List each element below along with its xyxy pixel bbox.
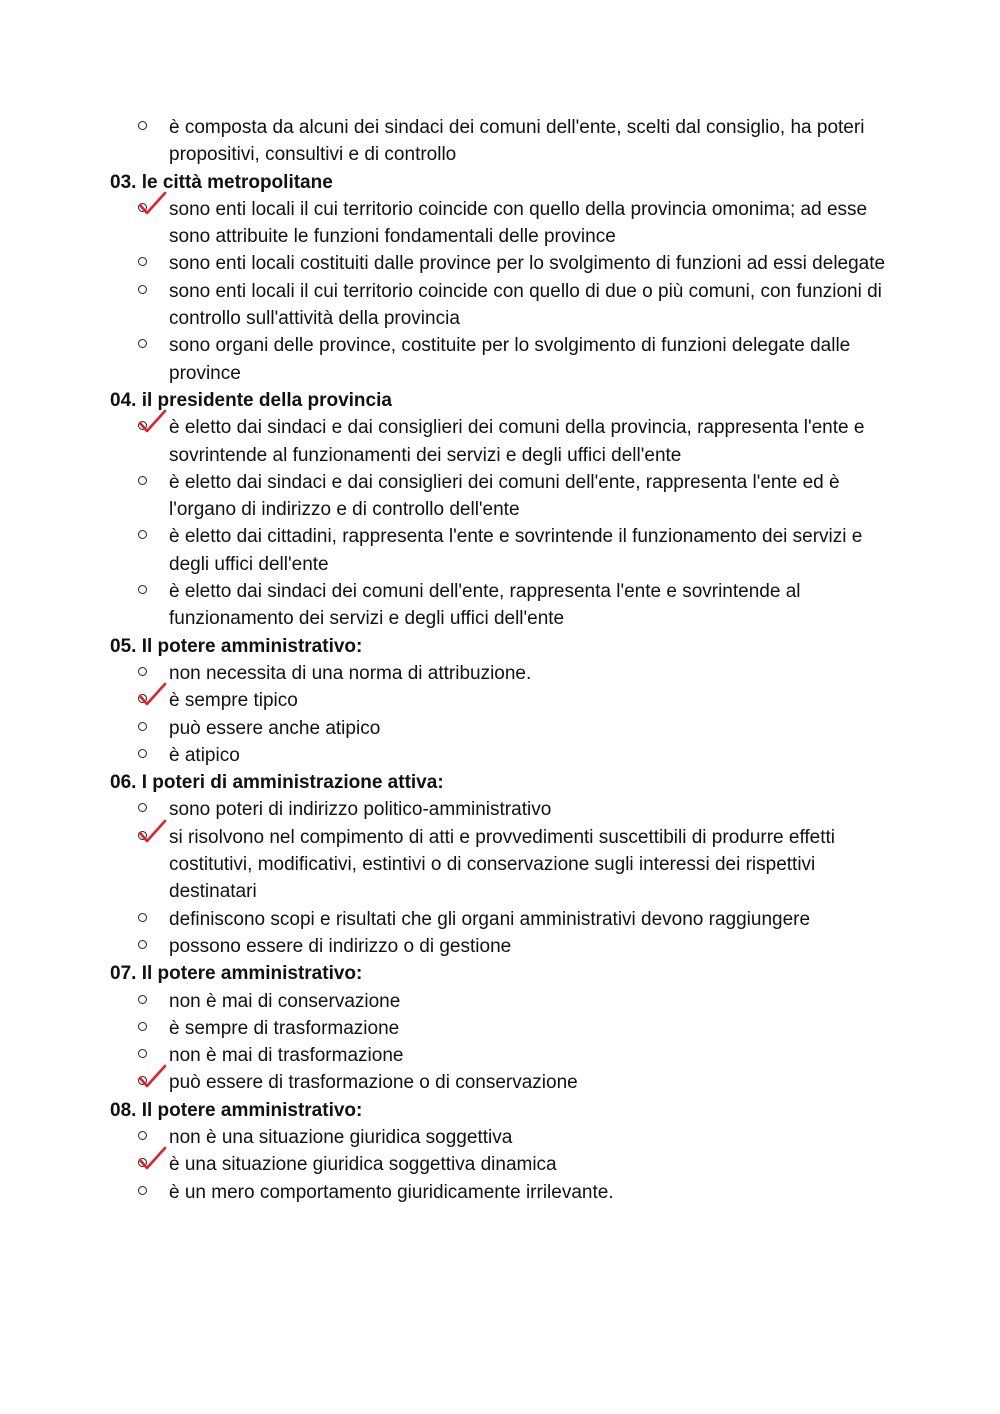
circle-bullet-icon bbox=[138, 803, 147, 812]
answer-option-correct bbox=[110, 1069, 900, 1096]
answer-text: è sempre tipico bbox=[169, 690, 298, 712]
answer-text: è sempre di trasformazione bbox=[169, 1017, 400, 1039]
answer-text: sono organi delle province, costituite per lo svolgimento di funzioni delegate dalle province bbox=[169, 335, 851, 384]
question-title: 04. il presidente della provincia bbox=[110, 389, 392, 411]
answer-text: sono enti locali il cui territorio coincide con quello di due o più comuni, con funzioni di controllo sull'attività della provincia bbox=[169, 280, 882, 330]
answer-text: non è mai di trasformazione bbox=[169, 1045, 404, 1067]
circle-bullet-icon bbox=[138, 121, 147, 130]
circle-bullet-icon bbox=[138, 1158, 147, 1167]
question-title: 08. Il potere amministrativo: bbox=[110, 1099, 363, 1121]
question-block bbox=[110, 960, 900, 1096]
answer-options bbox=[110, 988, 900, 1097]
answer-text: non è una situazione giuridica soggettiva bbox=[169, 1126, 513, 1148]
answer-text: è eletto dai sindaci e dai consiglieri dei comuni dell'ente, rappresenta l'ente ed è l'organo di indirizzo e di controllo dell'ente bbox=[169, 471, 840, 521]
circle-bullet-icon bbox=[138, 585, 147, 594]
answer-option bbox=[110, 250, 900, 277]
answer-options bbox=[110, 114, 900, 169]
question-title: 03. le città metropolitane bbox=[110, 171, 333, 193]
circle-bullet-icon bbox=[138, 1186, 147, 1195]
circle-bullet-icon bbox=[138, 722, 147, 731]
question-block bbox=[110, 1097, 900, 1206]
answer-option-correct bbox=[110, 1151, 900, 1178]
answer-text: può essere di trasformazione o di conservazione bbox=[169, 1072, 578, 1094]
circle-bullet-icon bbox=[138, 1131, 147, 1140]
answer-text: è una situazione giuridica soggettiva dinamica bbox=[169, 1154, 557, 1176]
question-block bbox=[110, 387, 900, 633]
answer-option-correct bbox=[110, 824, 900, 906]
answer-option bbox=[110, 742, 900, 769]
answer-text: è eletto dai cittadini, rappresenta l'ente e sovrintende il funzionamento dei servizi e degli uffici dell'ente bbox=[169, 526, 863, 575]
question-block bbox=[110, 169, 900, 387]
circle-bullet-icon bbox=[138, 694, 147, 703]
answer-option bbox=[110, 796, 900, 823]
answer-option bbox=[110, 1124, 900, 1151]
circle-bullet-icon bbox=[138, 1076, 147, 1085]
answer-option-correct bbox=[110, 196, 900, 251]
circle-bullet-icon bbox=[138, 831, 147, 840]
answer-options bbox=[110, 796, 900, 960]
answer-option bbox=[110, 933, 900, 960]
answer-text: sono enti locali costituiti dalle province per lo svolgimento di funzioni ad essi delegate bbox=[169, 253, 886, 275]
answer-option bbox=[110, 988, 900, 1015]
answer-option-correct bbox=[110, 687, 900, 714]
answer-option bbox=[110, 332, 900, 387]
question-title: 06. I poteri di amministrazione attiva: bbox=[110, 772, 444, 794]
question-title: 07. Il potere amministrativo: bbox=[110, 963, 363, 985]
answer-text: non è mai di conservazione bbox=[169, 990, 401, 1012]
quiz-page bbox=[110, 114, 900, 1206]
answer-option bbox=[110, 114, 900, 169]
answer-option bbox=[110, 1015, 900, 1042]
answer-text: possono essere di indirizzo o di gestione bbox=[169, 935, 512, 957]
answer-options bbox=[110, 1124, 900, 1206]
circle-bullet-icon bbox=[138, 913, 147, 922]
answer-text: non necessita di una norma di attribuzione. bbox=[169, 662, 532, 684]
answer-text: è un mero comportamento giuridicamente irrilevante. bbox=[169, 1181, 614, 1203]
answer-option bbox=[110, 1179, 900, 1206]
circle-bullet-icon bbox=[138, 1022, 147, 1031]
answer-option bbox=[110, 715, 900, 742]
answer-text: è composta da alcuni dei sindaci dei comuni dell'ente, scelti dal consiglio, ha poteri propositivi, consultivi e di controllo bbox=[169, 117, 865, 166]
answer-option bbox=[110, 469, 900, 524]
circle-bullet-icon bbox=[138, 476, 147, 485]
question-title: 05. Il potere amministrativo: bbox=[110, 635, 363, 657]
answer-text: sono poteri di indirizzo politico-amministrativo bbox=[169, 799, 552, 821]
circle-bullet-icon bbox=[138, 421, 147, 430]
answer-text: è eletto dai sindaci dei comuni dell'ente, rappresenta l'ente e sovrintende al funzionamento dei servizi e degli uffici dell'ente bbox=[169, 581, 801, 630]
answer-option bbox=[110, 523, 900, 578]
answer-option-correct bbox=[110, 414, 900, 469]
answer-option bbox=[110, 278, 900, 333]
answer-option bbox=[110, 660, 900, 687]
circle-bullet-icon bbox=[138, 285, 147, 294]
answer-options bbox=[110, 414, 900, 632]
answer-options bbox=[110, 196, 900, 387]
question-block bbox=[110, 769, 900, 960]
circle-bullet-icon bbox=[138, 749, 147, 758]
circle-bullet-icon bbox=[138, 530, 147, 539]
circle-bullet-icon bbox=[138, 1049, 147, 1058]
circle-bullet-icon bbox=[138, 339, 147, 348]
circle-bullet-icon bbox=[138, 995, 147, 1004]
answer-text: può essere anche atipico bbox=[169, 717, 381, 739]
circle-bullet-icon bbox=[138, 203, 147, 212]
answer-options bbox=[110, 660, 900, 769]
answer-text: si risolvono nel compimento di atti e provvedimenti suscettibili di produrre effetti costitutivi, modificativi, estintivi o di conservazione sugli interessi dei rispettivi destinatari bbox=[169, 826, 836, 903]
circle-bullet-icon bbox=[138, 940, 147, 949]
answer-text: è atipico bbox=[169, 744, 240, 766]
answer-option bbox=[110, 578, 900, 633]
answer-option bbox=[110, 906, 900, 933]
answer-text: definiscono scopi e risultati che gli organi amministrativi devono raggiungere bbox=[169, 908, 811, 930]
answer-option bbox=[110, 1042, 900, 1069]
answer-text: sono enti locali il cui territorio coincide con quello della provincia omonima; ad esse sono attribuite le funzioni fondamentali delle province bbox=[169, 198, 868, 248]
circle-bullet-icon bbox=[138, 257, 147, 266]
question-block bbox=[110, 114, 900, 169]
question-block bbox=[110, 633, 900, 769]
circle-bullet-icon bbox=[138, 667, 147, 676]
answer-text: è eletto dai sindaci e dai consiglieri dei comuni della provincia, rappresenta l'ente e sovrintende al funzionamenti dei servizi e degli uffici dell'ente bbox=[169, 417, 865, 466]
